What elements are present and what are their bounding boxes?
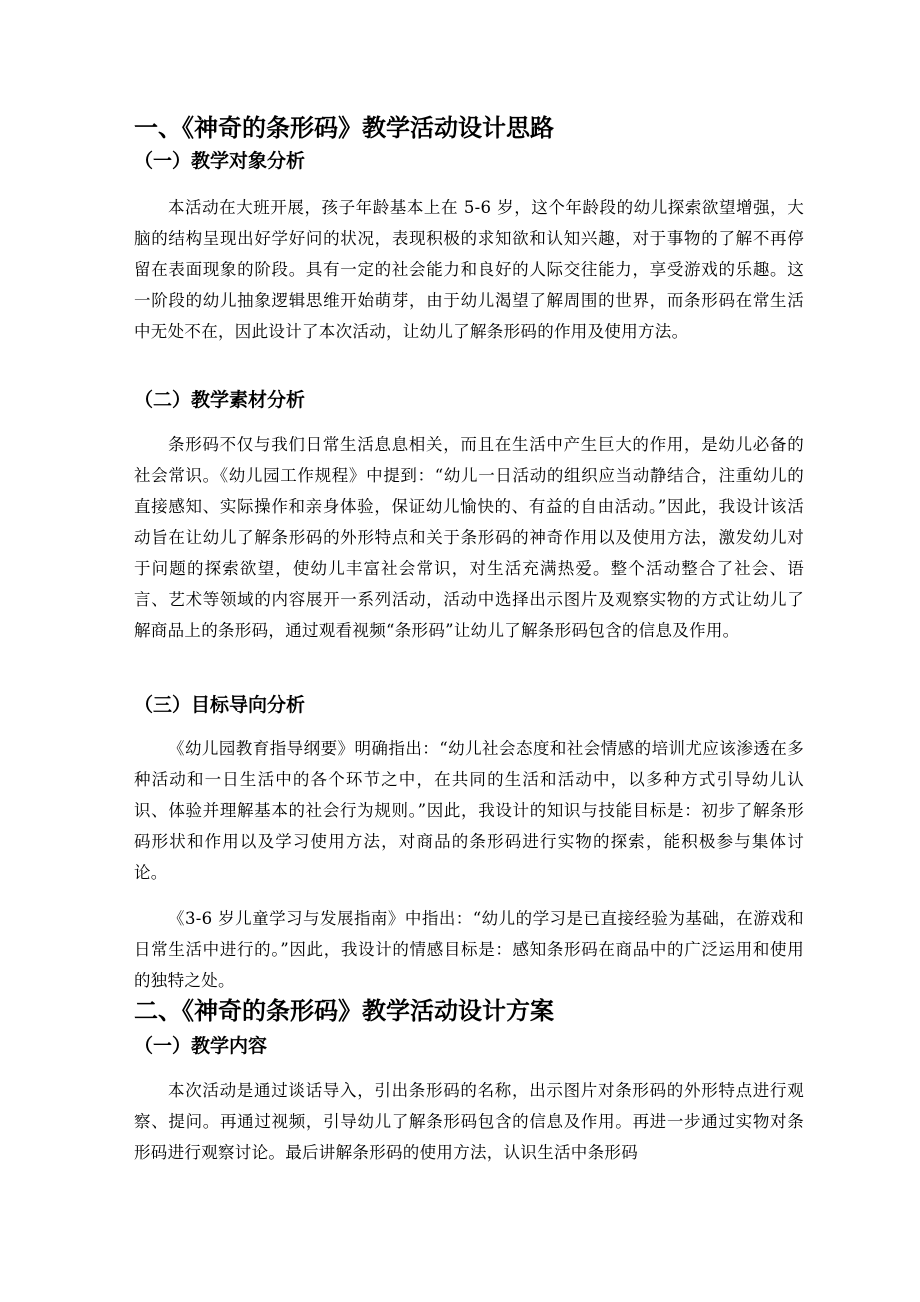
section-1-sub-3-paragraph-1: 《幼儿园教育指导纲要》明确指出：“幼儿社会态度和社会情感的培训尤应该渗透在多种活动和一日生活中的各个环节之中，在共同的生活和活动中，以多种方式引导幼儿认识、体验并理解基本的社会行为规则。”因此，我设计的知识与技能目标是：初步了解条形码形状和作用以及学习使用方法，对商品的条形码进行实物的探索，能积极参与集体讨论。 xyxy=(134,739,804,882)
section-2-sub-1-paragraph: 本次活动是通过谈话导入，引出条形码的名称，出示图片对条形码的外形特点进行观察、提问。再通过视频，引导幼儿了解条形码包含的信息及作用。再进一步通过实物对条形码进行观察讨论。最后讲解条形码的使用方法，认识生活中条形码 xyxy=(134,1081,804,1162)
section-2-sub-1-heading: （一）教学内容 xyxy=(134,1035,268,1057)
section-1-sub-1-heading: （一）教学对象分析 xyxy=(134,150,306,172)
section-1-sub-2-heading: （二）教学素材分析 xyxy=(134,389,306,411)
section-1-sub-3-heading: （三）目标导向分析 xyxy=(134,694,306,716)
section-1-sub-3-paragraph-2: 《3-6 岁儿童学习与发展指南》中指出：“幼儿的学习是已直接经验为基础，在游戏和日常生活中进行的。”因此，我设计的情感目标是：感知条形码在商品中的广泛运用和使用的独特之处。 xyxy=(134,909,804,990)
section-2-title: 二、《神奇的条形码》教学活动设计方案 xyxy=(134,997,554,1025)
section-1-title: 一、《神奇的条形码》教学活动设计思路 xyxy=(134,114,554,142)
section-1-sub-1-paragraph: 本活动在大班开展，孩子年龄基本上在 5-6 岁，这个年龄段的幼儿探索欲望增强，大脑的结构呈现出好学好问的状况，表现积极的求知欲和认知兴趣，对于事物的了解不再停留在表面现象的阶段。具有一定的社会能力和良好的人际交往能力，享受游戏的乐趣。这一阶段的幼儿抽象逻辑思维开始萌芽，由于幼儿渴望了解周围的世界，而条形码在常生活中无处不在，因此设计了本次活动，让幼儿了解条形码的作用及使用方法。 xyxy=(134,198,804,341)
section-1-sub-2-paragraph: 条形码不仅与我们日常生活息息相关，而且在生活中产生巨大的作用，是幼儿必备的社会常识。《幼儿园工作规程》中提到：“幼儿一日活动的组织应当动静结合，注重幼儿的直接感知、实际操作和亲身体验，保证幼儿愉快的、有益的自由活动。”因此，我设计该活动旨在让幼儿了解条形码的外形特点和关于条形码的神奇作用以及使用方法，激发幼儿对于问题的探索欲望，使幼儿丰富社会常识，对生活充满热爱。整个活动整合了社会、语言、艺术等领域的内容展开一系列活动，活动中选择出示图片及观察实物的方式让幼儿了解商品上的条形码，通过观看视频“条形码”让幼儿了解条形码包含的信息及作用。 xyxy=(134,435,804,640)
